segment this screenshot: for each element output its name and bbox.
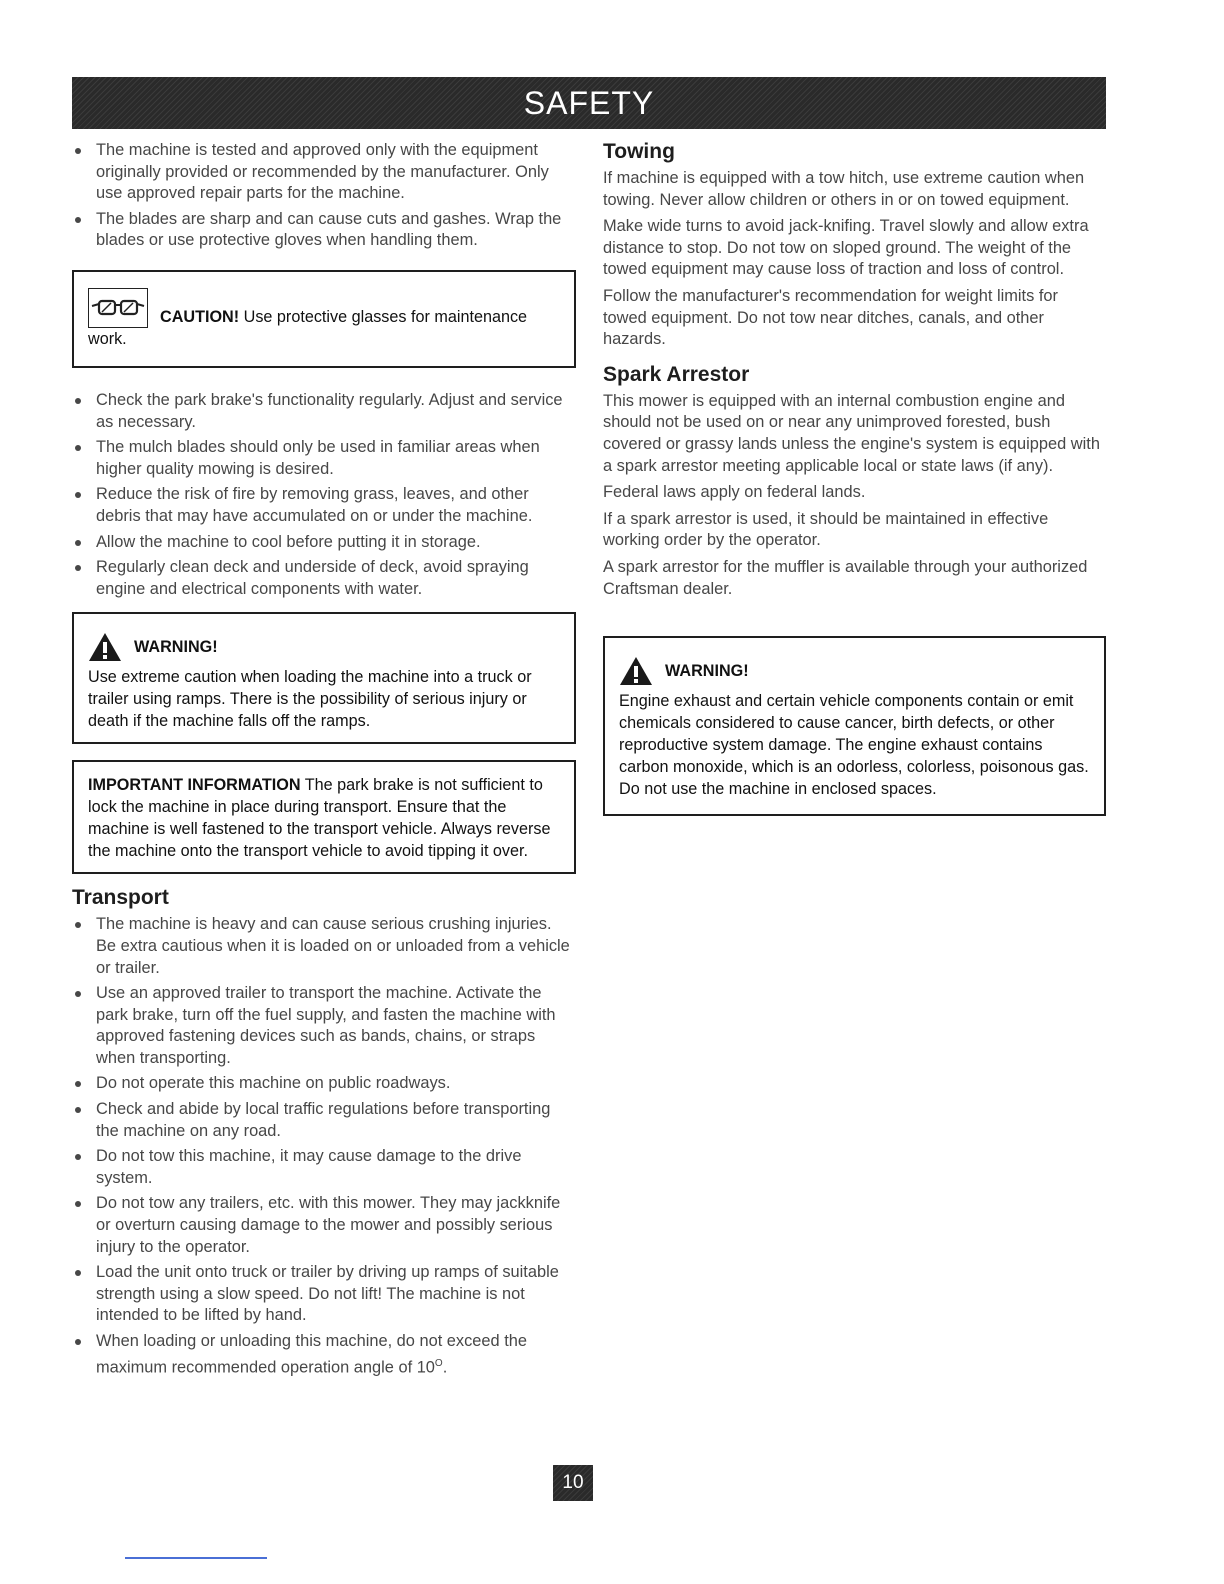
list-item: Allow the machine to cool before putting it in storage. bbox=[72, 532, 576, 554]
caution-text: Use protective glasses for maintenance work. bbox=[88, 307, 528, 348]
list-item: The machine is heavy and can cause serious crushing injuries. Be extra cautious when it is loaded on or unloaded from a vehicle or trailer. bbox=[72, 914, 576, 979]
angle-text-end: . bbox=[442, 1358, 448, 1377]
list-item: Reduce the risk of fire by removing grass, leaves, and other debris that may have accumulated on or under the machine. bbox=[72, 484, 576, 527]
angle-text: When loading or unloading this machine, do not exceed the maximum recommended operation angle of 10 bbox=[96, 1332, 527, 1377]
spark-arrestor-heading: Spark Arrestor bbox=[603, 362, 750, 386]
important-label: IMPORTANT INFORMATION bbox=[88, 776, 301, 795]
spark-paragraph: A spark arrestor for the muffler is available through your authorized Craftsman dealer. bbox=[603, 557, 1088, 598]
spark-paragraph: Federal laws apply on federal lands. bbox=[603, 483, 866, 502]
towing-heading: Towing bbox=[603, 140, 675, 163]
caution-box bbox=[72, 270, 576, 368]
warning-triangle-icon bbox=[88, 632, 122, 662]
right-column bbox=[603, 140, 1106, 816]
important-info-box bbox=[72, 760, 576, 874]
warning-triangle-icon bbox=[619, 656, 653, 686]
list-item bbox=[72, 1331, 576, 1379]
warning-box-loading bbox=[72, 612, 576, 744]
list-item: Regularly clean deck and underside of deck, avoid spraying engine and electrical components with water. bbox=[72, 557, 576, 600]
important-text: The park brake is not sufficient to lock the machine in place during transport. Ensure that the machine is well fastened to the transport vehicle. Always reverse the machine onto the transport vehicle to avoid tipping it over. bbox=[88, 776, 551, 861]
warning-text: Engine exhaust and certain vehicle components contain or emit chemicals considered to cause cancer, birth defects, or other reproductive system damage. The engine exhaust contains carbon monoxide, which is an odorless, colorless, poisonous gas. Do not use the machine in enclosed spaces. bbox=[619, 692, 1089, 799]
transport-heading: Transport bbox=[72, 886, 169, 910]
warning-label: WARNING! bbox=[134, 638, 218, 657]
safety-glasses-icon bbox=[88, 288, 148, 328]
list-item: Do not tow any trailers, etc. with this mower. They may jackknife or overturn causing damage to the mower and possibly serious injury to the operator. bbox=[72, 1193, 576, 1258]
list-item: Check the park brake's functionality regularly. Adjust and service as necessary. bbox=[72, 390, 576, 433]
bullet-list-mid bbox=[72, 390, 576, 600]
list-item: Check and abide by local traffic regulations before transporting the machine on any road. bbox=[72, 1099, 576, 1142]
towing-paragraph: Follow the manufacturer's recommendation for weight limits for towed equipment. Do not tow near ditches, canals, and other hazards. bbox=[603, 286, 1058, 349]
caution-label: CAUTION! bbox=[160, 307, 240, 326]
page-title: SAFETY bbox=[523, 84, 655, 121]
page-number: 10 bbox=[553, 1465, 593, 1501]
list-item: The mulch blades should only be used in familiar areas when higher quality mowing is desired. bbox=[72, 437, 576, 480]
left-column bbox=[72, 140, 576, 1383]
warning-label: WARNING! bbox=[665, 662, 749, 681]
spark-paragraph: This mower is equipped with an internal combustion engine and should not be used on or near any unimproved forested, bush covered or grassy lands unless the engine's system is equipped with a spark arrestor meeting applicable local or state laws (if any). bbox=[603, 391, 1100, 475]
section-banner bbox=[72, 77, 1106, 129]
bullet-list-top bbox=[72, 140, 576, 252]
spark-paragraph: If a spark arrestor is used, it should be maintained in effective working order by the operator. bbox=[603, 509, 1049, 550]
list-item: Use an approved trailer to transport the machine. Activate the park brake, turn off the fuel supply, and fasten the machine with approved fastening devices such as bands, chains, or straps when transporting. bbox=[72, 983, 576, 1069]
footer-divider bbox=[125, 1557, 267, 1559]
warning-box-exhaust bbox=[603, 636, 1106, 816]
transport-bullet-list bbox=[72, 914, 576, 1378]
degree-mark: O bbox=[434, 1357, 443, 1369]
warning-text: Use extreme caution when loading the machine into a truck or trailer using ramps. There is the possibility of serious injury or death if the machine falls off the ramps. bbox=[88, 668, 532, 731]
list-item: Do not tow this machine, it may cause damage to the drive system. bbox=[72, 1146, 576, 1189]
towing-paragraph: If machine is equipped with a tow hitch, use extreme caution when towing. Never allow children or others in or on towed equipment. bbox=[603, 169, 1085, 209]
list-item: Do not operate this machine on public roadways. bbox=[72, 1073, 576, 1095]
list-item: The machine is tested and approved only with the equipment originally provided or recommended by the manufacturer. Only use approved repair parts for the machine. bbox=[72, 140, 576, 205]
towing-paragraph: Make wide turns to avoid jack-knifing. Travel slowly and allow extra distance to stop. Do not tow on sloped ground. The weight of the towed equipment may cause loss of traction and loss of control. bbox=[603, 217, 1089, 279]
list-item: Load the unit onto truck or trailer by driving up ramps of suitable strength using a slow speed. Do not lift! The machine is not intended to be lifted by hand. bbox=[72, 1262, 576, 1327]
list-item: The blades are sharp and can cause cuts and gashes. Wrap the blades or use protective gloves when handling them. bbox=[72, 209, 576, 252]
